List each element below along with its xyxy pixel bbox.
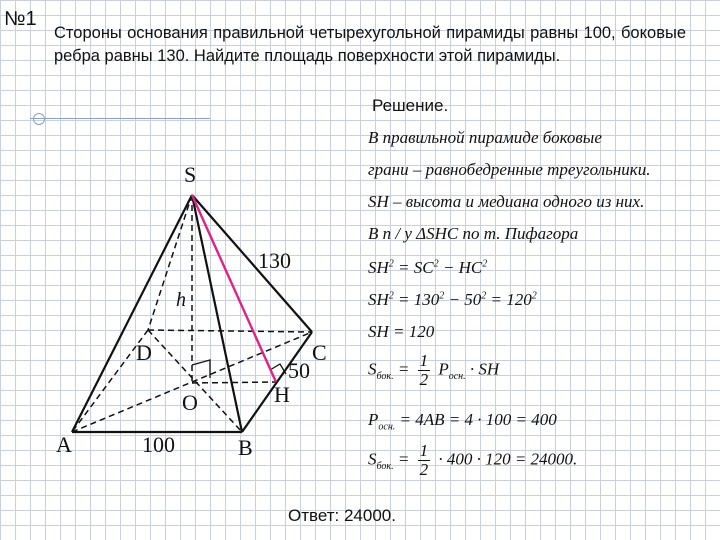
solution-line-1: В правильной пирамиде боковые — [368, 128, 602, 147]
problem-text: Стороны основания правильной четырехугольной пирамиды равны 100, боковые ребра равны 130. Найдите площадь поверхности этой пирамиды. — [54, 24, 686, 65]
label-half: 50 — [288, 358, 310, 383]
equation-2: $SH^2 = 130^2 - 50^2 = 120^2$ — [368, 290, 537, 309]
solution-line-4: В п / у ΔSHC по т. Пифагора — [368, 224, 579, 243]
task-number: №1 — [4, 8, 37, 30]
answer: Ответ: 24000. — [288, 506, 396, 525]
equation-6: $S_{бок.}$ = $\frac{1}{2}$ · 400 · 120 = 24000. — [368, 441, 578, 479]
label-o: O — [182, 390, 198, 415]
solution-line-3: SH – высота и медиана одного из них. — [368, 192, 645, 211]
equation-5: $P_{осн.} = 4AB = 4 \cdot 100 = 400$ — [368, 410, 557, 433]
apothem-line — [192, 195, 276, 382]
solution-line-2: грани – равнобедренные треугольники. — [368, 160, 651, 179]
label-h: h — [176, 289, 186, 311]
label-c: C — [312, 340, 327, 365]
solution-title: Решение. — [372, 96, 449, 115]
label-a: A — [56, 432, 72, 457]
label-s: S — [184, 162, 197, 187]
equation-4: $S_{бок.}$ = $\frac{1}{2}$ $P_{осн.}$ · SH — [368, 351, 500, 389]
label-d: D — [136, 340, 152, 365]
label-hpt: H — [274, 382, 290, 407]
label-b: B — [238, 435, 253, 460]
equation-3: SH = 120 — [368, 322, 435, 341]
label-base: 100 — [142, 432, 175, 457]
label-edge: 130 — [258, 248, 291, 273]
equation-1: $SH^2 = SC^2 - HC^2$ — [368, 258, 488, 277]
